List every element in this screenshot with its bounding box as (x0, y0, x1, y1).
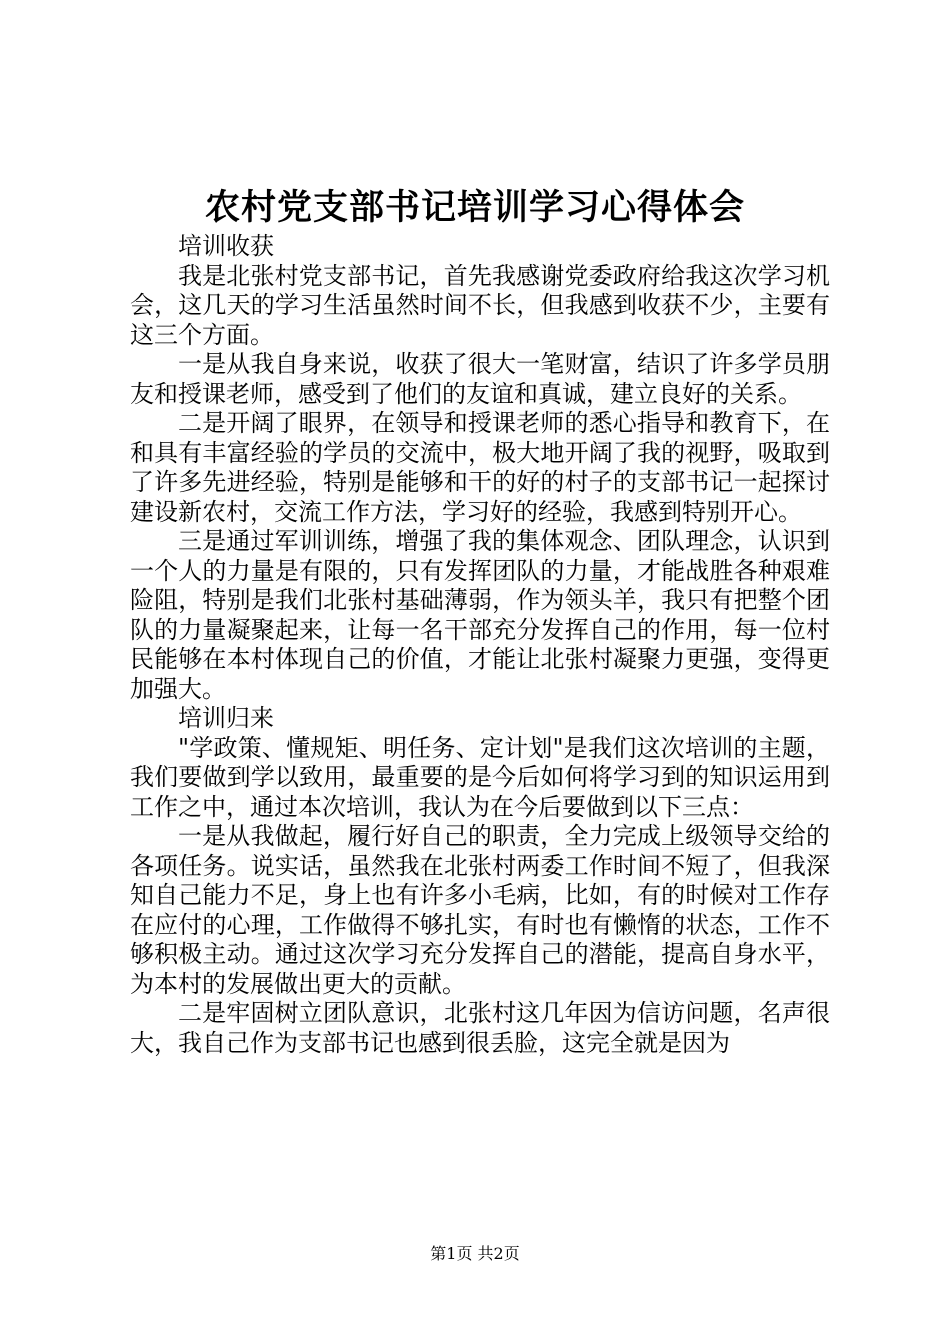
paragraph-point-one: 一是从我做起，履行好自己的职责，全力完成上级领导交给的各项任务。说实话，虽然我在北张村两委工作时间不短了，但我深知自己能力不足，身上也有许多小毛病，比如，有的时候对工作存在应付的心理，工作做得不够扎实，有时也有懒惰的状态，工作不够积极主动。通过这次学习充分发挥自己的潜能，提高自身水平，为本村的发展做出更大的贡献。 (130, 822, 830, 998)
paragraph-harvest-three: 三是通过军训训练，增强了我的集体观念、团队理念，认识到一个人的力量是有限的，只有发挥团队的力量，才能战胜各种艰难险阻，特别是我们北张村基础薄弱，作为领头羊，我只有把整个团队的力量凝聚起来，让每一名干部充分发挥自己的作用，每一位村民能够在本村体现自己的价值，才能让北张村凝聚力更强，变得更加强大。 (130, 527, 830, 703)
paragraph-point-two: 二是牢固树立团队意识，北张村这几年因为信访问题，名声很大，我自己作为支部书记也感到很丢脸，这完全就是因为 (130, 999, 830, 1057)
section-heading-harvest: 培训收获 (178, 232, 274, 260)
paragraph-intro: 我是北张村党支部书记，首先我感谢党委政府给我这次学习机会，这几天的学习生活虽然时间不长，但我感到收获不少，主要有这三个方面。 (130, 261, 830, 349)
document-title: 农村党支部书记培训学习心得体会 (204, 187, 745, 228)
document-body (130, 232, 830, 1058)
page-footer: 第1页 共2页 (430, 1244, 520, 1263)
paragraph-theme: "学政策、懂规矩、明任务、定计划"是我们这次培训的主题，我们要做到学以致用，最重要的是今后如何将学习到的知识运用到工作之中，通过本次培训，我认为在今后要做到以下三点： (130, 733, 830, 821)
paragraph-harvest-one: 一是从我自身来说，收获了很大一笔财富，结识了许多学员朋友和授课老师，感受到了他们的友谊和真诚，建立良好的关系。 (130, 350, 830, 408)
section-heading-return: 培训归来 (178, 704, 274, 732)
paragraph-harvest-two: 二是开阔了眼界，在领导和授课老师的悉心指导和教育下，在和具有丰富经验的学员的交流中，极大地开阔了我的视野，吸取到了许多先进经验，特别是能够和干的好的村子的支部书记一起探讨建设新农村，交流工作方法，学习好的经验，我感到特别开心。 (130, 409, 830, 526)
